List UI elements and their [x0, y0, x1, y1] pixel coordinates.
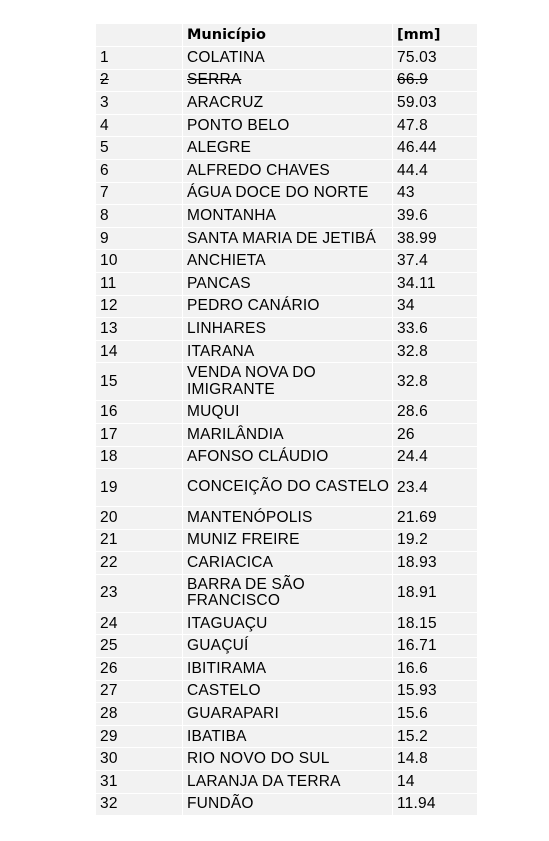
table-row	[96, 703, 478, 726]
mm-value-cell-text: 43	[397, 184, 415, 202]
municipio-cell	[183, 137, 393, 160]
table-row	[96, 574, 478, 612]
table-row	[96, 318, 478, 341]
rank-cell-text: 31	[100, 772, 118, 790]
mm-value-cell-text: 59.03	[397, 93, 437, 111]
municipio-cell-text: VENDA NOVA DO IMIGRANTE	[187, 364, 316, 398]
rank-cell-text: 30	[100, 750, 118, 768]
rank-cell	[96, 612, 183, 635]
mm-value-cell	[393, 771, 478, 794]
mm-value-cell	[393, 680, 478, 703]
mm-value-cell	[393, 658, 478, 681]
rank-cell	[96, 363, 183, 401]
mm-value-cell	[393, 507, 478, 530]
table-header-row	[96, 24, 478, 47]
table-row	[96, 771, 478, 794]
municipio-cell-text: IBATIBA	[187, 727, 247, 745]
table-row	[96, 205, 478, 228]
rank-cell	[96, 574, 183, 612]
rank-cell-text: 11	[100, 274, 117, 292]
rank-cell-text: 19	[100, 478, 118, 496]
municipio-cell	[183, 182, 393, 205]
municipio-cell	[183, 552, 393, 575]
municipio-cell	[183, 295, 393, 318]
rank-cell-text: 6	[100, 161, 109, 179]
mm-value-cell	[393, 114, 478, 137]
mm-value-cell-text: 14.8	[397, 750, 428, 768]
rank-cell	[96, 703, 183, 726]
municipio-cell	[183, 363, 393, 401]
rank-cell-text: 12	[100, 297, 118, 315]
table-row	[96, 725, 478, 748]
municipio-cell	[183, 159, 393, 182]
municipio-cell	[183, 401, 393, 424]
table-row	[96, 469, 478, 507]
municipio-cell-text: SERRA	[187, 71, 242, 89]
municipio-cell	[183, 748, 393, 771]
table-row	[96, 47, 478, 70]
municipio-cell	[183, 69, 393, 92]
municipio-cell	[183, 507, 393, 530]
mm-value-cell	[393, 47, 478, 70]
rank-cell	[96, 469, 183, 507]
municipio-cell	[183, 318, 393, 341]
municipio-cell	[183, 725, 393, 748]
table-row	[96, 748, 478, 771]
mm-value-cell	[393, 363, 478, 401]
mm-value-cell	[393, 635, 478, 658]
rank-cell-text: 14	[100, 342, 118, 360]
rank-cell	[96, 529, 183, 552]
rank-cell	[96, 748, 183, 771]
rank-cell	[96, 205, 183, 228]
mm-value-cell	[393, 92, 478, 115]
mm-value-cell-text: 32.8	[397, 372, 428, 390]
rank-cell-text: 27	[100, 682, 118, 700]
municipio-column-header: Município	[183, 24, 393, 47]
mm-value-cell	[393, 137, 478, 160]
municipio-cell-text: PANCAS	[187, 274, 251, 292]
table-row	[96, 635, 478, 658]
rank-cell	[96, 446, 183, 469]
rank-cell	[96, 159, 183, 182]
mm-value-cell-text: 28.6	[397, 403, 428, 421]
rank-cell-text: 15	[100, 372, 118, 390]
mm-value-cell-text: 16.6	[397, 659, 428, 677]
mm-value-cell-text: 38.99	[397, 229, 437, 247]
rank-cell	[96, 423, 183, 446]
mm-value-cell-text: 18.15	[397, 614, 437, 632]
municipio-cell-text: CONCEIÇÃO DO CASTELO	[187, 478, 390, 496]
municipio-cell-text: ÁGUA DOCE DO NORTE	[187, 184, 369, 202]
mm-value-cell-text: 23.4	[397, 478, 428, 496]
table-row	[96, 159, 478, 182]
table-row	[96, 69, 478, 92]
mm-value-cell-text: 19.2	[397, 531, 428, 549]
municipio-cell-text: BARRA DE SÃO FRANCISCO	[187, 575, 305, 610]
mm-value-cell	[393, 793, 478, 816]
municipio-cell	[183, 114, 393, 137]
rank-cell-text: 20	[100, 508, 118, 526]
mm-value-cell-text: 24.4	[397, 448, 428, 466]
mm-value-cell-text: 47.8	[397, 116, 428, 134]
table-row	[96, 658, 478, 681]
rainfall-table	[95, 23, 478, 816]
table-row	[96, 529, 478, 552]
rank-cell-text: 26	[100, 659, 118, 677]
table-row	[96, 114, 478, 137]
municipio-cell-text: LARANJA DA TERRA	[187, 772, 341, 790]
rank-cell	[96, 725, 183, 748]
table-row	[96, 92, 478, 115]
municipio-cell-text: CASTELO	[187, 682, 261, 700]
mm-value-cell-text: 15.93	[397, 682, 437, 700]
rank-cell	[96, 771, 183, 794]
rank-cell-text: 18	[100, 448, 118, 466]
mm-value-cell-text: 21.69	[397, 508, 437, 526]
rank-cell	[96, 92, 183, 115]
table-row	[96, 250, 478, 273]
table-row	[96, 507, 478, 530]
mm-value-cell-text: 44.4	[397, 161, 428, 179]
mm-value-cell	[393, 318, 478, 341]
rank-cell	[96, 47, 183, 70]
mm-value-cell-text: 15.2	[397, 727, 428, 745]
mm-value-cell-text: 11.94	[397, 795, 436, 813]
mm-value-cell-text: 75.03	[397, 48, 437, 66]
rank-cell-text: 16	[100, 403, 118, 421]
municipio-cell	[183, 250, 393, 273]
mm-value-cell	[393, 725, 478, 748]
municipio-cell-text: MUQUI	[187, 403, 240, 421]
mm-value-cell-text: 46.44	[397, 139, 437, 157]
table-row	[96, 612, 478, 635]
rank-cell	[96, 250, 183, 273]
mm-value-cell-text: 15.6	[397, 705, 428, 723]
table-row	[96, 137, 478, 160]
table-body	[96, 47, 478, 816]
municipio-cell-text: LINHARES	[187, 319, 267, 337]
rainfall-table-container	[95, 23, 477, 816]
municipio-cell	[183, 446, 393, 469]
table-row	[96, 363, 478, 401]
rank-cell	[96, 680, 183, 703]
municipio-cell	[183, 423, 393, 446]
table-row	[96, 680, 478, 703]
municipio-cell-text: FUNDÃO	[187, 795, 254, 813]
rank-cell	[96, 401, 183, 424]
municipio-cell	[183, 658, 393, 681]
rank-cell-text: 32	[100, 795, 118, 813]
mm-value-cell	[393, 205, 478, 228]
mm-value-cell	[393, 552, 478, 575]
mm-value-cell-text: 34.11	[397, 274, 436, 292]
rank-cell-text: 9	[100, 229, 109, 247]
rank-cell	[96, 507, 183, 530]
mm-column-header: [mm]	[393, 24, 478, 47]
mm-value-cell-text: 32.8	[397, 342, 428, 360]
rank-cell-text: 13	[100, 319, 118, 337]
municipio-cell-text: ALFREDO CHAVES	[187, 161, 330, 179]
rank-column-header	[96, 24, 183, 47]
mm-value-cell-text: 39.6	[397, 206, 428, 224]
table-row	[96, 793, 478, 816]
municipio-cell	[183, 771, 393, 794]
rank-cell-text: 22	[100, 554, 118, 572]
municipio-cell-text: COLATINA	[187, 48, 265, 66]
table-row	[96, 423, 478, 446]
mm-value-cell	[393, 446, 478, 469]
mm-value-cell-text: 33.6	[397, 319, 428, 337]
municipio-cell-text: ALEGRE	[187, 139, 252, 157]
mm-value-cell	[393, 340, 478, 363]
rank-cell	[96, 182, 183, 205]
municipio-cell-text: SANTA MARIA DE JETIBÁ	[187, 229, 377, 247]
municipio-cell-text: PONTO BELO	[187, 116, 290, 134]
table-row	[96, 340, 478, 363]
municipio-cell-text: ITARANA	[187, 342, 255, 360]
mm-value-cell-text: 34	[397, 297, 415, 315]
mm-value-cell	[393, 295, 478, 318]
rank-cell-text: 24	[100, 614, 118, 632]
mm-value-cell	[393, 574, 478, 612]
rank-cell-text: 7	[100, 184, 109, 202]
municipio-cell-text: MONTANHA	[187, 206, 277, 224]
rank-cell-text: 23	[100, 584, 118, 602]
mm-value-cell-text: 16.71	[397, 637, 437, 655]
table-row	[96, 227, 478, 250]
mm-value-cell	[393, 272, 478, 295]
rank-cell-text: 8	[100, 206, 109, 224]
mm-value-cell-text: 18.93	[397, 554, 437, 572]
mm-value-cell	[393, 159, 478, 182]
municipio-cell	[183, 272, 393, 295]
municipio-cell-text: IBITIRAMA	[187, 659, 267, 677]
municipio-cell-text: ITAGUAÇU	[187, 614, 268, 632]
rank-cell	[96, 272, 183, 295]
municipio-cell	[183, 793, 393, 816]
municipio-cell	[183, 227, 393, 250]
rank-cell	[96, 137, 183, 160]
municipio-cell-text: ARACRUZ	[187, 93, 264, 111]
municipio-cell	[183, 340, 393, 363]
rank-cell	[96, 227, 183, 250]
mm-value-cell	[393, 748, 478, 771]
municipio-cell-text: MARILÂNDIA	[187, 425, 284, 443]
mm-value-cell	[393, 703, 478, 726]
mm-value-cell	[393, 401, 478, 424]
mm-value-cell-text: 37.4	[397, 252, 428, 270]
mm-value-cell	[393, 227, 478, 250]
rank-cell	[96, 69, 183, 92]
mm-value-cell-text: 18.91	[397, 584, 437, 602]
rank-cell	[96, 295, 183, 318]
rank-cell-text: 4	[100, 116, 109, 134]
municipio-cell	[183, 205, 393, 228]
rank-cell-text: 5	[100, 139, 109, 157]
mm-value-cell-text: 66.9	[397, 71, 428, 89]
mm-value-cell-text: 14	[397, 772, 415, 790]
municipio-cell	[183, 92, 393, 115]
table-row	[96, 272, 478, 295]
municipio-cell-text: PEDRO CANÁRIO	[187, 297, 320, 315]
table-row	[96, 446, 478, 469]
mm-value-cell	[393, 182, 478, 205]
municipio-cell	[183, 680, 393, 703]
rank-cell-text: 17	[100, 425, 118, 443]
rank-cell-text: 21	[100, 531, 118, 549]
mm-value-cell	[393, 250, 478, 273]
rank-cell	[96, 635, 183, 658]
mm-value-cell-text: 26	[397, 425, 415, 443]
municipio-cell-text: RIO NOVO DO SUL	[187, 750, 330, 768]
table-row	[96, 182, 478, 205]
municipio-cell	[183, 703, 393, 726]
table-row	[96, 401, 478, 424]
rank-cell	[96, 658, 183, 681]
mm-value-cell	[393, 529, 478, 552]
mm-value-cell	[393, 69, 478, 92]
mm-value-cell	[393, 469, 478, 507]
rank-cell	[96, 114, 183, 137]
mm-value-cell	[393, 612, 478, 635]
municipio-cell	[183, 635, 393, 658]
municipio-cell	[183, 612, 393, 635]
rank-cell-text: 10	[100, 252, 118, 270]
mm-value-cell	[393, 423, 478, 446]
table-row	[96, 295, 478, 318]
municipio-cell	[183, 574, 393, 612]
rank-cell-text: 29	[100, 727, 118, 745]
municipio-cell-text: GUARAPARI	[187, 705, 279, 723]
municipio-cell-text: ANCHIETA	[187, 252, 266, 270]
municipio-cell-text: GUAÇUÍ	[187, 637, 249, 655]
rank-cell-text: 28	[100, 705, 118, 723]
rank-cell-text: 2	[100, 71, 109, 89]
municipio-cell-text: AFONSO CLÁUDIO	[187, 448, 329, 466]
municipio-cell-text: MANTENÓPOLIS	[187, 508, 313, 526]
rank-cell	[96, 318, 183, 341]
municipio-cell	[183, 469, 393, 507]
municipio-cell	[183, 529, 393, 552]
municipio-cell-text: CARIACICA	[187, 554, 274, 572]
rank-cell-text: 25	[100, 637, 118, 655]
municipio-cell	[183, 47, 393, 70]
rank-cell	[96, 340, 183, 363]
rank-cell	[96, 793, 183, 816]
rank-cell	[96, 552, 183, 575]
table-row	[96, 552, 478, 575]
rank-cell-text: 1	[100, 48, 109, 66]
rank-cell-text: 3	[100, 93, 109, 111]
municipio-cell-text: MUNIZ FREIRE	[187, 531, 300, 549]
